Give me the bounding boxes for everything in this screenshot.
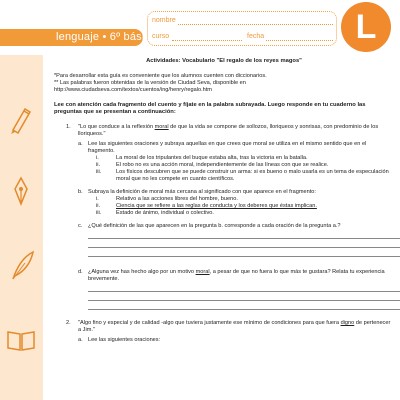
- subject-label: lenguaje • 6º básico: [56, 31, 157, 43]
- instructions: Lee con atención cada fragmento del cuento y fíjate en la palabra subrayada. Luego responde en tu cuaderno las preguntas que se presentan a continuación:: [54, 102, 366, 116]
- answer-line[interactable]: [88, 309, 400, 310]
- quill-icon: [5, 249, 37, 281]
- note-2-link[interactable]: http://www.ciudadseva.com/textos/cuentos/ing/henry/regalo.htm: [54, 87, 212, 93]
- question-1c: c. ¿Qué definición de las que aparecen en la pregunta b. corresponde a cada oración de la pregunta a.?: [78, 223, 394, 257]
- answer-line[interactable]: [88, 238, 400, 239]
- subject-bar: [0, 29, 157, 46]
- note-2: ** Las palabras fueron obtenidas de la versión de Ciudad Seva, disponible en: [54, 80, 246, 86]
- name-field[interactable]: [178, 24, 333, 25]
- fountain-pen-icon: [5, 175, 37, 207]
- date-label: fecha: [247, 33, 265, 40]
- worksheet-title: Actividades: Vocabulario "El regalo de los reyes magos": [146, 58, 302, 64]
- answer-line[interactable]: [88, 291, 400, 292]
- subject-badge: [341, 2, 391, 52]
- option-1b-iii[interactable]: iii. Estado de ánimo, individual o colectivo.: [96, 210, 214, 217]
- question-2a: a. Lee las siguientes oraciones:: [78, 337, 161, 344]
- date-field[interactable]: [266, 40, 333, 41]
- answer-line[interactable]: [88, 256, 400, 257]
- course-field[interactable]: [172, 40, 242, 41]
- course-label: curso: [152, 33, 170, 40]
- badge-letter: L: [355, 8, 377, 46]
- underlined-word: moral: [154, 124, 169, 131]
- option-1b-ii[interactable]: ii. Ciencia que se refiere a las reglas de conducta y los deberes que éstas implican.: [96, 203, 317, 210]
- option-1a-i[interactable]: i. La moral de los tripulantes del buque estaba alta, tras la victoria en la batalla.: [96, 155, 308, 162]
- answer-line[interactable]: [88, 247, 400, 248]
- question-1b: b. Subraya la definición de moral más cercana al significado con que aparece en el fragmento: i. Relativo a las acciones libres del hombre, bueno. ii. Ciencia que se refiere a las reglas de conducta y los deberes que éstas implican. iii. Estado de ánimo, individual o colectivo.: [78, 189, 394, 217]
- option-1a-iii[interactable]: iii. Los físicos descubren que se puede construir un arma: si es bueno o malo usarla es un tema de especulación moral que no les compete en cuanto científicos.: [96, 169, 389, 183]
- header: [0, 0, 400, 52]
- notes: [54, 73, 394, 94]
- pen-nib-icon: [5, 103, 37, 135]
- book-icon: [5, 323, 37, 355]
- question-2: [54, 320, 394, 344]
- question-1-number: 1.: [66, 124, 71, 131]
- option-1a-ii[interactable]: ii. El robo no es una acción moral, independientemente de las líneas con que se realice.: [96, 162, 329, 169]
- underlined-word: digno: [340, 320, 355, 327]
- note-1: *Para desarrollar esta guía es conveniente que los alumnos cuenten con diccionarios.: [54, 73, 267, 79]
- option-1b-i[interactable]: i. Relativo a las acciones libres del hombre, bueno.: [96, 196, 238, 203]
- name-label: nombre: [152, 17, 176, 24]
- question-2-fragment: "Algo fino y especial y de calidad -algo que tuviera justamente ese mínimo de condiciones para que fuera digno de pertenecer a Jim.": [78, 320, 391, 334]
- worksheet-content: [54, 58, 394, 349]
- answer-line[interactable]: [88, 300, 400, 301]
- margin-strip: [0, 55, 43, 400]
- question-1: [54, 124, 394, 310]
- question-1a: a. Lee las siguientes oraciones y subraya aquellas en que crees que moral se utiliza en el mismo sentido que en el fragmento. i. La moral de los tripulantes del buque estaba alta, tras la victoria en la batalla. ii. El robo no es una acción moral, independientemente de las líneas con que se realice. iii. Los físicos descubren que se puede construir un arma: si es bueno o malo usarla es un tema de especulación moral que no les compete en cuanto científicos.: [78, 141, 394, 183]
- question-1-fragment: "Lo que conduce a la reflexión moral de que la vida se compone de sollozos, lloriqueos y sonrisas, con predominio de los lloriqueos.": [78, 124, 379, 138]
- question-1d: d. ¿Alguna vez has hecho algo por un motivo moral, a pesar de que no fuera lo que más te gustara? Relata tu experiencia brevemente.: [78, 269, 394, 310]
- question-2-number: 2.: [66, 320, 71, 327]
